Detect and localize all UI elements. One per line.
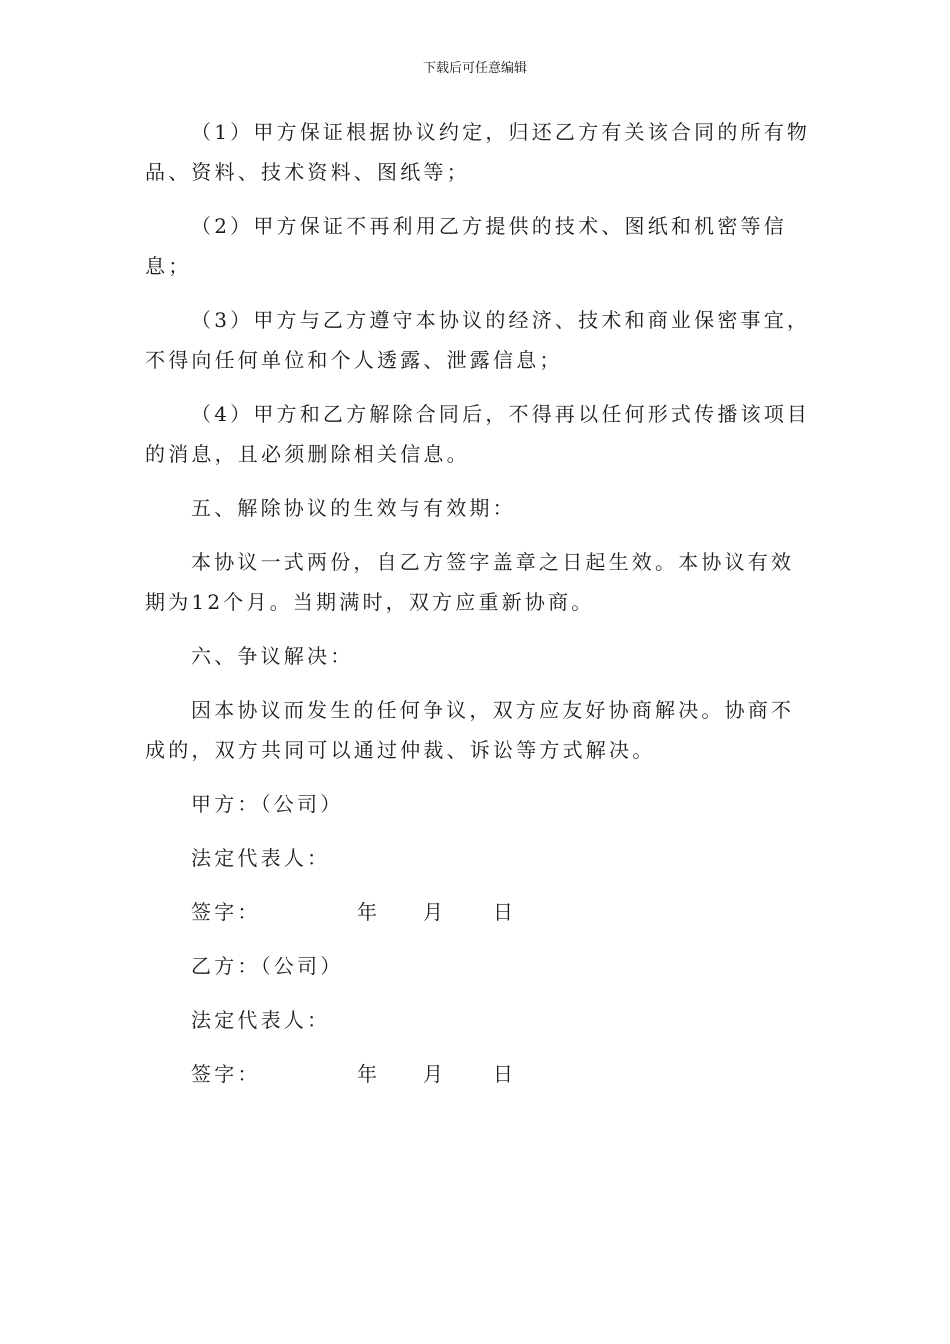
party-b-label: 乙方：（公司）	[191, 954, 344, 978]
party-b-signature-line	[145, 1054, 815, 1094]
party-a-day: 日	[493, 900, 517, 924]
party-a-signature-line	[145, 892, 815, 932]
party-b-representative: 法定代表人：	[191, 1008, 331, 1032]
party-a-month: 月	[423, 900, 447, 924]
section-heading-validity: 五、解除协议的生效与有效期：	[191, 496, 516, 520]
party-b-month: 月	[423, 1062, 447, 1086]
party-b-year: 年	[357, 1062, 381, 1086]
clause-2: （2）甲方保证不再利用乙方提供的技术、图纸和机密等信息；	[145, 214, 787, 278]
party-a-label: 甲方：（公司）	[191, 792, 344, 816]
party-a-representative: 法定代表人：	[191, 846, 331, 870]
party-a-sign-label: 签字：	[191, 900, 261, 924]
clause-4: （4）甲方和乙方解除合同后，不得再以任何形式传播该项目的消息，且必须删除相关信息。	[145, 402, 811, 466]
clause-1: （1）甲方保证根据协议约定，归还乙方有关该合同的所有物品、资料、技术资料、图纸等；	[145, 120, 811, 184]
section-heading-dispute: 六、争议解决：	[191, 644, 354, 668]
party-a-year: 年	[357, 900, 381, 924]
party-b-day: 日	[493, 1062, 517, 1086]
clause-3: （3）甲方与乙方遵守本协议的经济、技术和商业保密事宜，不得向任何单位和个人透露、泄露信息；	[145, 308, 811, 372]
party-b-sign-label: 签字：	[191, 1062, 261, 1086]
dispute-text: 因本协议而发生的任何争议，双方应友好协商解决。协商不成的，双方共同可以通过仲裁、诉讼等方式解决。	[145, 698, 795, 762]
header-note: 下载后可任意编辑	[422, 61, 527, 76]
document-body	[145, 112, 815, 1108]
validity-text: 本协议一式两份，自乙方签字盖章之日起生效。本协议有效期为12个月。当期满时，双方应重新协商。	[145, 550, 795, 614]
